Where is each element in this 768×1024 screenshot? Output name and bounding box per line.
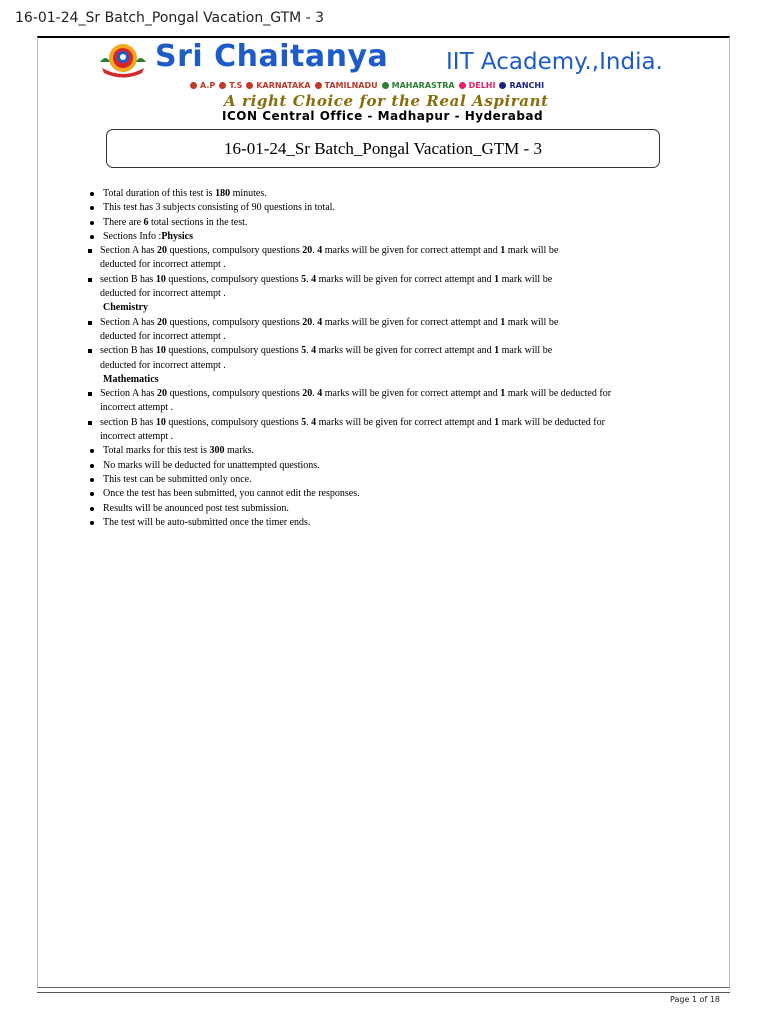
flower-icon [315, 82, 322, 89]
list-item: Sections Info :Physics [88, 230, 708, 244]
state-item: A.P [190, 81, 215, 90]
tagline: A right Choice for the Real Aspirant [224, 92, 549, 110]
list-item: There are 6 total sections in the test. [88, 216, 708, 230]
state-item: T.S [219, 81, 242, 90]
list-item: Total duration of this test is 180 minutes. [88, 187, 708, 201]
subject-mathematics: Mathematics [103, 373, 159, 385]
flower-icon [382, 82, 389, 89]
state-item: TAMILNADU [315, 81, 378, 90]
list-item: Section A has 20 questions, compulsory questions 20. 4 marks will be given for correct attempt and 1 mark will be deducted for incorrect attempt . [88, 316, 588, 345]
state-item: DELHI [459, 81, 496, 90]
test-title-box [106, 129, 660, 168]
document-title: 16-01-24_Sr Batch_Pongal Vacation_GTM - 3 [15, 10, 325, 26]
brand-suffix: IIT Academy.,India. [446, 49, 663, 75]
list-item: Once the test has been submitted, you cannot edit the responses. [88, 487, 708, 501]
footer-rule [37, 992, 730, 993]
flower-icon [246, 82, 253, 89]
state-item: MAHARASTRA [382, 81, 455, 90]
list-item: Section A has 20 questions, compulsory questions 20. 4 marks will be given for correct attempt and 1 mark will be deducted for incorrect attempt . [88, 244, 588, 273]
office-address: ICON Central Office - Madhapur - Hyderabad [222, 109, 544, 123]
list-item: The test will be auto-submitted once the timer ends. [88, 516, 708, 530]
page-number: Page 1 of 18 [670, 995, 720, 1004]
list-item: Results will be anounced post test submission. [88, 502, 708, 516]
state-item: KARNATAKA [246, 81, 310, 90]
list-item: Section A has 20 questions, compulsory questions 20. 4 marks will be given for correct attempt and 1 mark will be deducted for incorrect attempt . [88, 387, 628, 416]
states-list [190, 81, 544, 90]
flower-icon [219, 82, 226, 89]
test-title: 16-01-24_Sr Batch_Pongal Vacation_GTM - 3 [224, 138, 542, 158]
chemistry-sections [88, 316, 588, 373]
flower-icon [499, 82, 506, 89]
institute-emblem-icon [98, 42, 148, 78]
list-item: This test can be submitted only once. [88, 473, 708, 487]
list-item: section B has 10 questions, compulsory questions 5. 4 marks will be given for correct attempt and 1 mark will be deducted for incorrect attempt . [88, 416, 628, 445]
instructions [88, 187, 708, 530]
physics-sections [88, 244, 588, 301]
list-item: section B has 10 questions, compulsory questions 5. 4 marks will be given for correct attempt and 1 mark will be deducted for incorrect attempt . [88, 273, 588, 302]
list-item: section B has 10 questions, compulsory questions 5. 4 marks will be given for correct attempt and 1 mark will be deducted for incorrect attempt . [88, 344, 588, 373]
list-item: Total marks for this test is 300 marks. [88, 444, 708, 458]
flower-icon [190, 82, 197, 89]
list-item: No marks will be deducted for unattempted questions. [88, 459, 708, 473]
mathematics-sections [88, 387, 628, 444]
subject-chemistry: Chemistry [103, 302, 148, 314]
list-item: This test has 3 subjects consisting of 90 questions in total. [88, 201, 708, 215]
brand-name: Sri Chaitanya [155, 39, 389, 74]
state-item: RANCHI [499, 81, 544, 90]
flower-icon [459, 82, 466, 89]
